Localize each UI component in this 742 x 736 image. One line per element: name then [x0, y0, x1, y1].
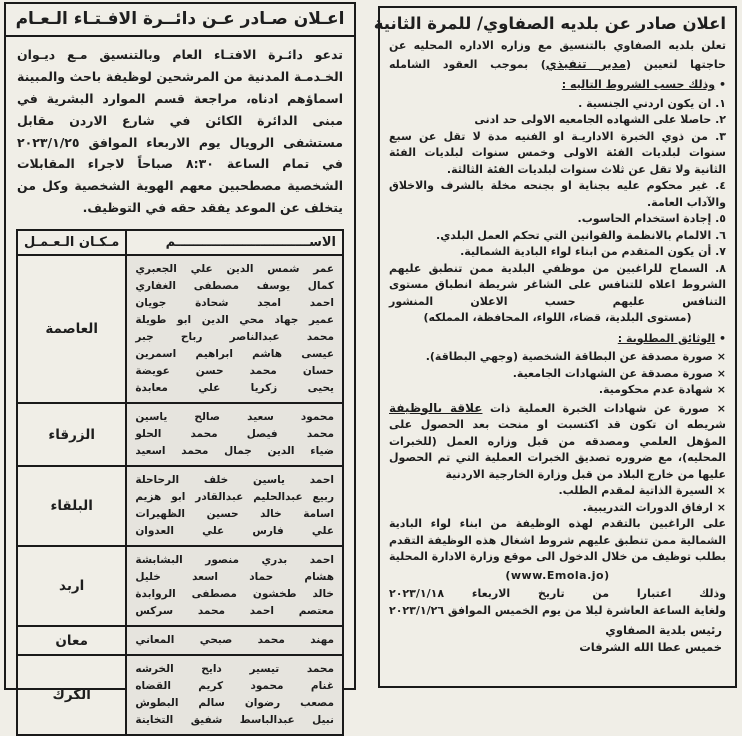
- doc-text-tail: شريطه ان تكون قد اكتسبت او منحت بعد الحصول على المؤهل العلمي ومصدقه من قبل وزاره العمل (للخبرات المحليه)، مع ضروره تصديق الخبرات العملية التي تم الحصول عليها من خارج البلاد من قبل وزارة الخارجية الاردنية: [389, 418, 726, 481]
- signature-name: خميس عطا الله الشرفات: [579, 639, 722, 654]
- workplace-cell: الزرقاء: [17, 403, 126, 466]
- condition-item: ٥. إجادة استخدام الحاسوب.: [577, 212, 726, 225]
- candidate-name: يحيى زكريا علي معابدة: [135, 382, 334, 394]
- website-url: (www.Emola.jo): [505, 568, 610, 582]
- workplace-cell: معان: [17, 626, 126, 655]
- candidate-name: خالد طخشون مصطفى الروابدة: [135, 588, 334, 600]
- documents-heading-label: الوثائق المطلوبة :: [617, 331, 716, 345]
- intro-text: تعلن بلديه الصفاوي بالتنسيق مع وزاره الاداره المحليه عن حاجتها لتعيين (: [389, 39, 726, 71]
- names-cell: [126, 403, 343, 466]
- candidate-name: عمر شمس الدين علي الجعبري: [135, 263, 334, 275]
- candidate-name: احمد بدري منصور البشابشة: [135, 554, 334, 566]
- candidate-name: مهند محمد صبحي المعاني: [135, 634, 334, 646]
- safawi-ad-title: اعلان صادر عن بلديه الصفاوي/ للمرة الثانية: [373, 14, 726, 33]
- names-cell: [126, 626, 343, 655]
- workplace-cell: البلقاء: [17, 466, 126, 546]
- job-title-highlight: مدير تنفيذي: [545, 56, 627, 71]
- conditions-heading: [389, 77, 726, 94]
- apply-instructions: على الراغبين بالتقدم لهذه الوظيفة من ابناء لواء البادية الشمالية ممن تنطبق عليهم شروط اشغال هذه الوظيفة التقدم بطلب توظيف من خلال الدخول الى موقع وزارة الادارة المحلية: [389, 517, 726, 563]
- document-item: × صورة مصدقة عن الشهادات الجامعية.: [512, 366, 726, 380]
- names-cell: [126, 466, 343, 546]
- document-item: × السيرة الذاتية لمقدم الطلب.: [558, 484, 726, 497]
- candidate-name: عيسى هاشم ابراهيم اسمرين: [135, 348, 334, 360]
- condition-item: ٧. أن يكون المتقدم من ابناء لواء البادية الشمالية.: [460, 245, 726, 258]
- workplace-cell: اربد: [17, 546, 126, 626]
- candidate-name: محمد فيصل محمد الحلو: [135, 428, 334, 440]
- table-row: [17, 403, 343, 466]
- candidate-name: مصعب رضوان سالم البطوش: [135, 697, 334, 709]
- candidates-table: [16, 229, 344, 736]
- end-date-line: ولغاية الساعة العاشرة ليلا من يوم الخميس الموافق ٢٠٢٣/١/٢٦: [389, 603, 726, 617]
- document-item: × صورة مصدقة عن البطاقة الشخصية (وجهي البطاقة).: [425, 350, 726, 363]
- candidate-name: احمد ياسين خلف الرحاحلة: [135, 474, 334, 486]
- job-relation-highlight: علاقة بالوظيفة: [389, 400, 483, 415]
- name-column-header: الاســــــــــــــــــــــــــــــم: [126, 230, 343, 255]
- condition-item: ٣. من ذوي الخبرة الاداريـة او الفنيه مدة لا تقل عن سبع سنوات لبلديات الفئة الاولى وخمس سنوات لبلديات الفئة الثانية ولا تقل عن ثلاث سنوات لبلديات الفئة الثالثة.: [389, 129, 726, 176]
- candidate-name: معتصم احمد محمد سركس: [135, 605, 334, 617]
- candidate-name: كمال يوسف مصطفى الغفاري: [135, 280, 334, 292]
- conditions-heading-label: وذلك حسب الشروط التاليه :: [561, 78, 716, 91]
- table-row: [17, 626, 343, 655]
- workplace-cell: الكرك: [17, 655, 126, 735]
- candidate-name: عمير جهاد محي الدين ابو طويلة: [135, 314, 334, 326]
- candidate-name: غنام محمود كريم القضاه: [135, 680, 334, 692]
- names-cell: [126, 655, 343, 735]
- candidate-name: محمد عبدالناصر رباح جبر: [135, 331, 334, 343]
- conditions-note: (مستوى البلدية، قضاء، اللواء، المحافظة، المملكه): [423, 311, 692, 324]
- workplace-cell: العاصمة: [17, 255, 126, 403]
- candidate-name: محمود سعيد صالح ياسين: [135, 411, 334, 423]
- table-row: [17, 655, 343, 735]
- safawi-intro: [389, 38, 726, 73]
- document-item: × شهادة عدم محكومية.: [598, 383, 726, 396]
- doc-text: × صورة عن شهادات الخبرة العملية ذات: [482, 401, 726, 415]
- document-item: × ارفاق الدورات التدريبية.: [582, 500, 726, 514]
- bullet-icon: •: [718, 78, 726, 91]
- candidate-name: اسامة خالد حسين الظهيرات: [135, 508, 334, 520]
- condition-item: ٢. حاصلا على الشهاده الجامعيه الاولى حد ادنى: [474, 113, 726, 126]
- candidate-name: محمد تيسير دايح الخرشه: [135, 663, 334, 675]
- table-header-row: [17, 230, 343, 255]
- candidate-name: نبيل عبدالباسط شفيق التخاينة: [135, 714, 334, 726]
- names-cell: [126, 255, 343, 403]
- candidate-name: احمد امجد شحادة جويان: [135, 297, 334, 309]
- documents-heading: [389, 331, 726, 348]
- document-item-experience: [389, 399, 726, 484]
- candidate-name: ضياء الدين جمال محمد اسعيد: [135, 445, 334, 457]
- candidate-name: هشام حماد اسعد خليل: [135, 571, 334, 583]
- condition-item: ٤. غير محكوم عليه بجناية او بجنحه مخلة بالشرف والاخلاق والآداب العامة.: [389, 179, 726, 209]
- candidate-name: علي فارس علي العدوان: [135, 525, 334, 537]
- table-row: [17, 546, 343, 626]
- signature-title: رئيس بلدية الصفاوي: [605, 623, 722, 637]
- iftaa-intro: تدعو دائـرة الافتـاء العام وبالتنسيق مـع ديـوان الخـدمـة المدنية من المرشحين لوظيفة باحث والمبينة اسماؤهم ادناه، مراجعة قسم الموارد البشرية في مبنى الدائرة الكائن في شارع الاردن مقابل مستشفى الرويال يوم الاربعاء الموافق ٢٠٢٣/١/٢٥ في تمام الساعة ٨:٣٠ صباحاً لاجراء المقابلات الشخصية مصطحبين معهم الهوية الشخصية وكل من يتخلف عن الموعد يفقد حقه في التوظيف.: [17, 47, 343, 216]
- start-date-line: وذلك اعتبارا من تاريخ الاربعاء ٢٠٢٣/١/١٨: [389, 587, 726, 600]
- condition-item: ١. ان يكون اردني الجنسية .: [578, 96, 726, 110]
- candidate-name: ربيع عبدالحليم عبدالقادر ابو هزيم: [135, 491, 334, 503]
- table-row: [17, 255, 343, 403]
- iftaa-department-ad: [4, 2, 356, 726]
- intro-text-tail: ) بموجب العقود الشامله: [389, 57, 546, 71]
- condition-item: ٨. السماح للراغبين من موظفي البلدية ممن تنطبق عليهم الشروط اعلاه للتنافس على الشاغر شريطة انطباق مستوى التنافس عليهم حسب الاعلان المنشور: [389, 261, 726, 308]
- workplace-column-header: مـكـان الـعـمـل: [17, 230, 126, 255]
- iftaa-ad-title: اعـلان صـادر عـن دائــرة الافـتـاء الـعـام: [6, 4, 354, 37]
- bullet-icon: •: [718, 331, 726, 345]
- table-row: [17, 466, 343, 546]
- safawi-municipality-ad: [373, 6, 737, 688]
- candidate-name: حسان محمد حسن عويضة: [135, 365, 334, 377]
- condition-item: ٦. الالمام بالانظمة والقوانين التي تحكم العمل البلدي.: [436, 228, 726, 242]
- names-cell: [126, 546, 343, 626]
- signature-block: [389, 622, 726, 655]
